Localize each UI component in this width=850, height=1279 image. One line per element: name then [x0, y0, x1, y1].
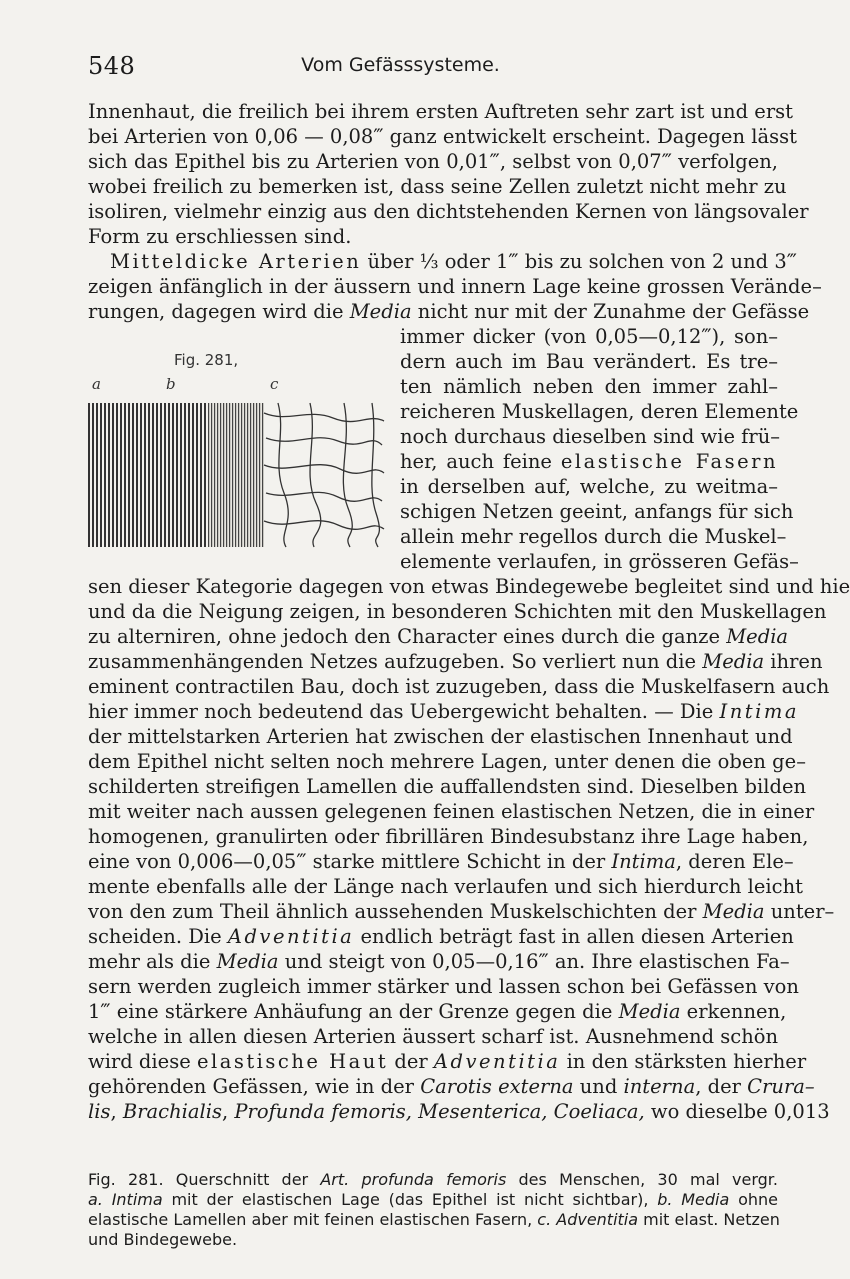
italic-term: Crura–	[747, 1075, 815, 1098]
italic-term: b. Media	[657, 1190, 730, 1209]
text-line: welche in allen diesen Arterien äussert scharf ist. Ausnehmend schön	[88, 1025, 779, 1048]
italic-term: Intima	[111, 1190, 163, 1209]
text-line	[88, 900, 835, 923]
text-line	[88, 850, 794, 873]
adventitia-network	[264, 403, 384, 547]
figure-label: Fig. 281,	[174, 351, 239, 369]
running-title: Vom Gefässsysteme.	[301, 54, 500, 76]
text-line	[88, 625, 789, 648]
text-line	[88, 950, 790, 973]
text-line: sen dieser Kategorie dagegen von etwas Bindegewebe begleitet sind und hie	[88, 575, 850, 598]
italic-term: Profunda femoris, Mesenterica, Coeliaca,	[234, 1100, 645, 1123]
text-line	[88, 650, 823, 673]
figure-letter-b: b	[166, 375, 176, 393]
italic-term: Carotis externa	[420, 1075, 574, 1098]
text-run: mehr als die	[88, 950, 217, 973]
caption-line: und Bindegewebe.	[88, 1230, 238, 1249]
text-line: bei Arterien von 0,06 — 0,08‴ ganz entwickelt erscheint. Dagegen lässt	[88, 125, 797, 148]
text-run: ohne	[729, 1190, 779, 1209]
text-line	[110, 250, 797, 273]
text-run: wo dieselbe 0,013	[644, 1100, 830, 1123]
text-line: der mittelstarken Arterien hat zwischen der elastischen Innenhaut und	[88, 725, 793, 748]
text-run: über ⅓ oder 1‴ bis zu solchen von 2 und 3‴	[361, 250, 797, 273]
caption-line	[88, 1190, 778, 1210]
text-line	[400, 451, 778, 473]
italic-term: a.	[88, 1190, 112, 1209]
text-run: hier immer noch bedeutend das Uebergewicht behalten. — Die	[88, 700, 720, 723]
italic-term: interna	[623, 1075, 696, 1098]
figure-caption	[88, 1170, 778, 1250]
caption-line	[88, 1170, 778, 1190]
italic-term: Adventitia	[227, 925, 355, 948]
text-line: dem Epithel nicht selten noch mehrere Lagen, unter denen die oben ge–	[88, 750, 806, 773]
text-line: Innenhaut, die freilich bei ihrem ersten Auftreten sehr zart ist und erst	[88, 100, 793, 123]
text-run: Fig. 281. Querschnitt der	[88, 1170, 321, 1189]
caption-line	[88, 1210, 778, 1230]
text-run: mit der elastischen Lage (das Epithel ist nicht sichtbar),	[162, 1190, 658, 1209]
text-run: mit elast. Netzen	[638, 1210, 780, 1229]
text-line: eminent contractilen Bau, doch ist zuzugeben, dass die Muskelfasern auch	[88, 675, 830, 698]
text-run: und	[573, 1075, 624, 1098]
text-line: immer dicker (von 0,05—0,12‴), son–	[400, 325, 778, 348]
text-run: von den zum Theil ähnlich aussehenden Muskelschichten der	[88, 900, 703, 923]
text-line: mente ebenfalls alle der Länge nach verlaufen und sich hierdurch leicht	[88, 875, 803, 898]
figure-letter-c: c	[270, 375, 279, 393]
figure-letter-a: a	[92, 375, 101, 393]
text-run: , der	[695, 1075, 748, 1098]
text-line: wobei freilich zu bemerken ist, dass seine Zellen zuletzt nicht mehr zu	[88, 175, 787, 198]
italic-term: Art. profunda femoris	[320, 1170, 507, 1189]
italic-term: Media	[726, 625, 789, 648]
italic-term: Media	[349, 300, 412, 323]
text-line: sern werden zugleich immer stärker und lassen schon bei Gefässen von	[88, 975, 799, 998]
text-line	[88, 1100, 830, 1123]
text-line	[88, 1075, 815, 1098]
text-run: endlich beträgt fast in allen diesen Arterien	[354, 925, 794, 948]
italic-term: Media	[618, 1000, 681, 1023]
text-run: nicht nur mit der Zunahme der Gefässe	[411, 300, 810, 323]
artery-cross-section-illustration	[88, 403, 384, 547]
text-run: ihren	[764, 650, 823, 673]
text-run: elastische Lamellen aber mit feinen elastischen Fasern,	[88, 1210, 538, 1229]
text-line: in derselben auf, welche, zu weitma–	[400, 475, 778, 498]
spaced-term: elastische Fasern	[560, 450, 778, 473]
text-run: und steigt von 0,05—0,16‴ an. Ihre elastischen Fa–	[278, 950, 790, 973]
text-line: schilderten streifigen Lamellen die auffallendsten sind. Dieselben bilden	[88, 775, 807, 798]
figure-281	[88, 351, 384, 547]
text-line: schigen Netzen geeint, anfangs für sich	[400, 500, 794, 523]
media-layer	[208, 403, 264, 547]
text-run: 1‴ eine stärkere Anhäufung an der Grenze gegen die	[88, 1000, 619, 1023]
text-line: noch durchaus dieselben sind wie frü–	[400, 425, 781, 448]
italic-term: Media	[216, 950, 279, 973]
text-run: eine von 0,006—0,05‴ starke mittlere Schicht in der	[88, 850, 612, 873]
text-line: zeigen änfänglich in der äussern und innern Lage keine grossen Verände–	[88, 275, 822, 298]
italic-term: Intima	[611, 850, 676, 873]
text-line: isoliren, vielmehr einzig aus den dichtstehenden Kernen von längsovaler	[88, 200, 809, 223]
text-run: wird diese	[88, 1050, 197, 1073]
text-run: gehörenden Gefässen, wie in der	[88, 1075, 421, 1098]
italic-term: Intima	[719, 700, 799, 723]
text-line: dern auch im Bau verändert. Es tre–	[400, 350, 778, 373]
italic-term: Adventitia	[433, 1050, 561, 1073]
italic-term: Brachialis	[122, 1100, 222, 1123]
text-run: zu alterniren, ohne jedoch den Character eines durch die ganze	[88, 625, 727, 648]
text-line: elemente verlaufen, in grösseren Gefäs–	[400, 550, 799, 573]
text-run: unter–	[764, 900, 835, 923]
text-run: her, auch feine	[400, 450, 561, 473]
text-line: Form zu erschliessen sind.	[88, 225, 352, 248]
spaced-term: Mitteldicke Arterien	[110, 250, 362, 273]
text-line: mit weiter nach aussen gelegenen feinen elastischen Netzen, die in einer	[88, 800, 815, 823]
text-line: reicheren Muskellagen, deren Elemente	[400, 400, 799, 423]
text-run: scheiden. Die	[88, 925, 228, 948]
text-run: erkennen,	[680, 1000, 787, 1023]
text-run: ,	[110, 1100, 123, 1123]
italic-term: lis	[88, 1100, 111, 1123]
text-line	[88, 1000, 787, 1023]
text-run: rungen, dagegen wird die	[88, 300, 350, 323]
text-run: zusammenhängenden Netzes aufzugeben. So verliert nun die	[88, 650, 703, 673]
text-line: sich das Epithel bis zu Arterien von 0,01‴, selbst von 0,07‴ verfolgen,	[88, 150, 778, 173]
text-line: allein mehr regellos durch die Muskel–	[400, 525, 787, 548]
text-line: homogenen, granulirten oder fibrillären Bindesubstanz ihre Lage haben,	[88, 825, 809, 848]
text-line: ten nämlich neben den immer zahl–	[400, 375, 778, 398]
text-line	[88, 1050, 807, 1073]
italic-term: c. Adventitia	[537, 1210, 639, 1229]
text-line	[88, 925, 794, 948]
text-line: und da die Neigung zeigen, in besonderen Schichten mit den Muskellagen	[88, 600, 827, 623]
italic-term: Media	[702, 900, 765, 923]
intima-layer	[88, 403, 208, 547]
text-line	[88, 700, 799, 723]
page-number: 548	[88, 52, 136, 80]
spaced-term: elastische Haut	[196, 1050, 389, 1073]
italic-term: Media	[702, 650, 765, 673]
text-run: , deren Ele–	[675, 850, 794, 873]
text-line	[88, 300, 810, 323]
text-run: der	[388, 1050, 434, 1073]
text-run: des Menschen, 30 mal vergr.	[506, 1170, 778, 1189]
text-run: in den stärksten hierher	[560, 1050, 807, 1073]
text-run: ,	[222, 1100, 235, 1123]
